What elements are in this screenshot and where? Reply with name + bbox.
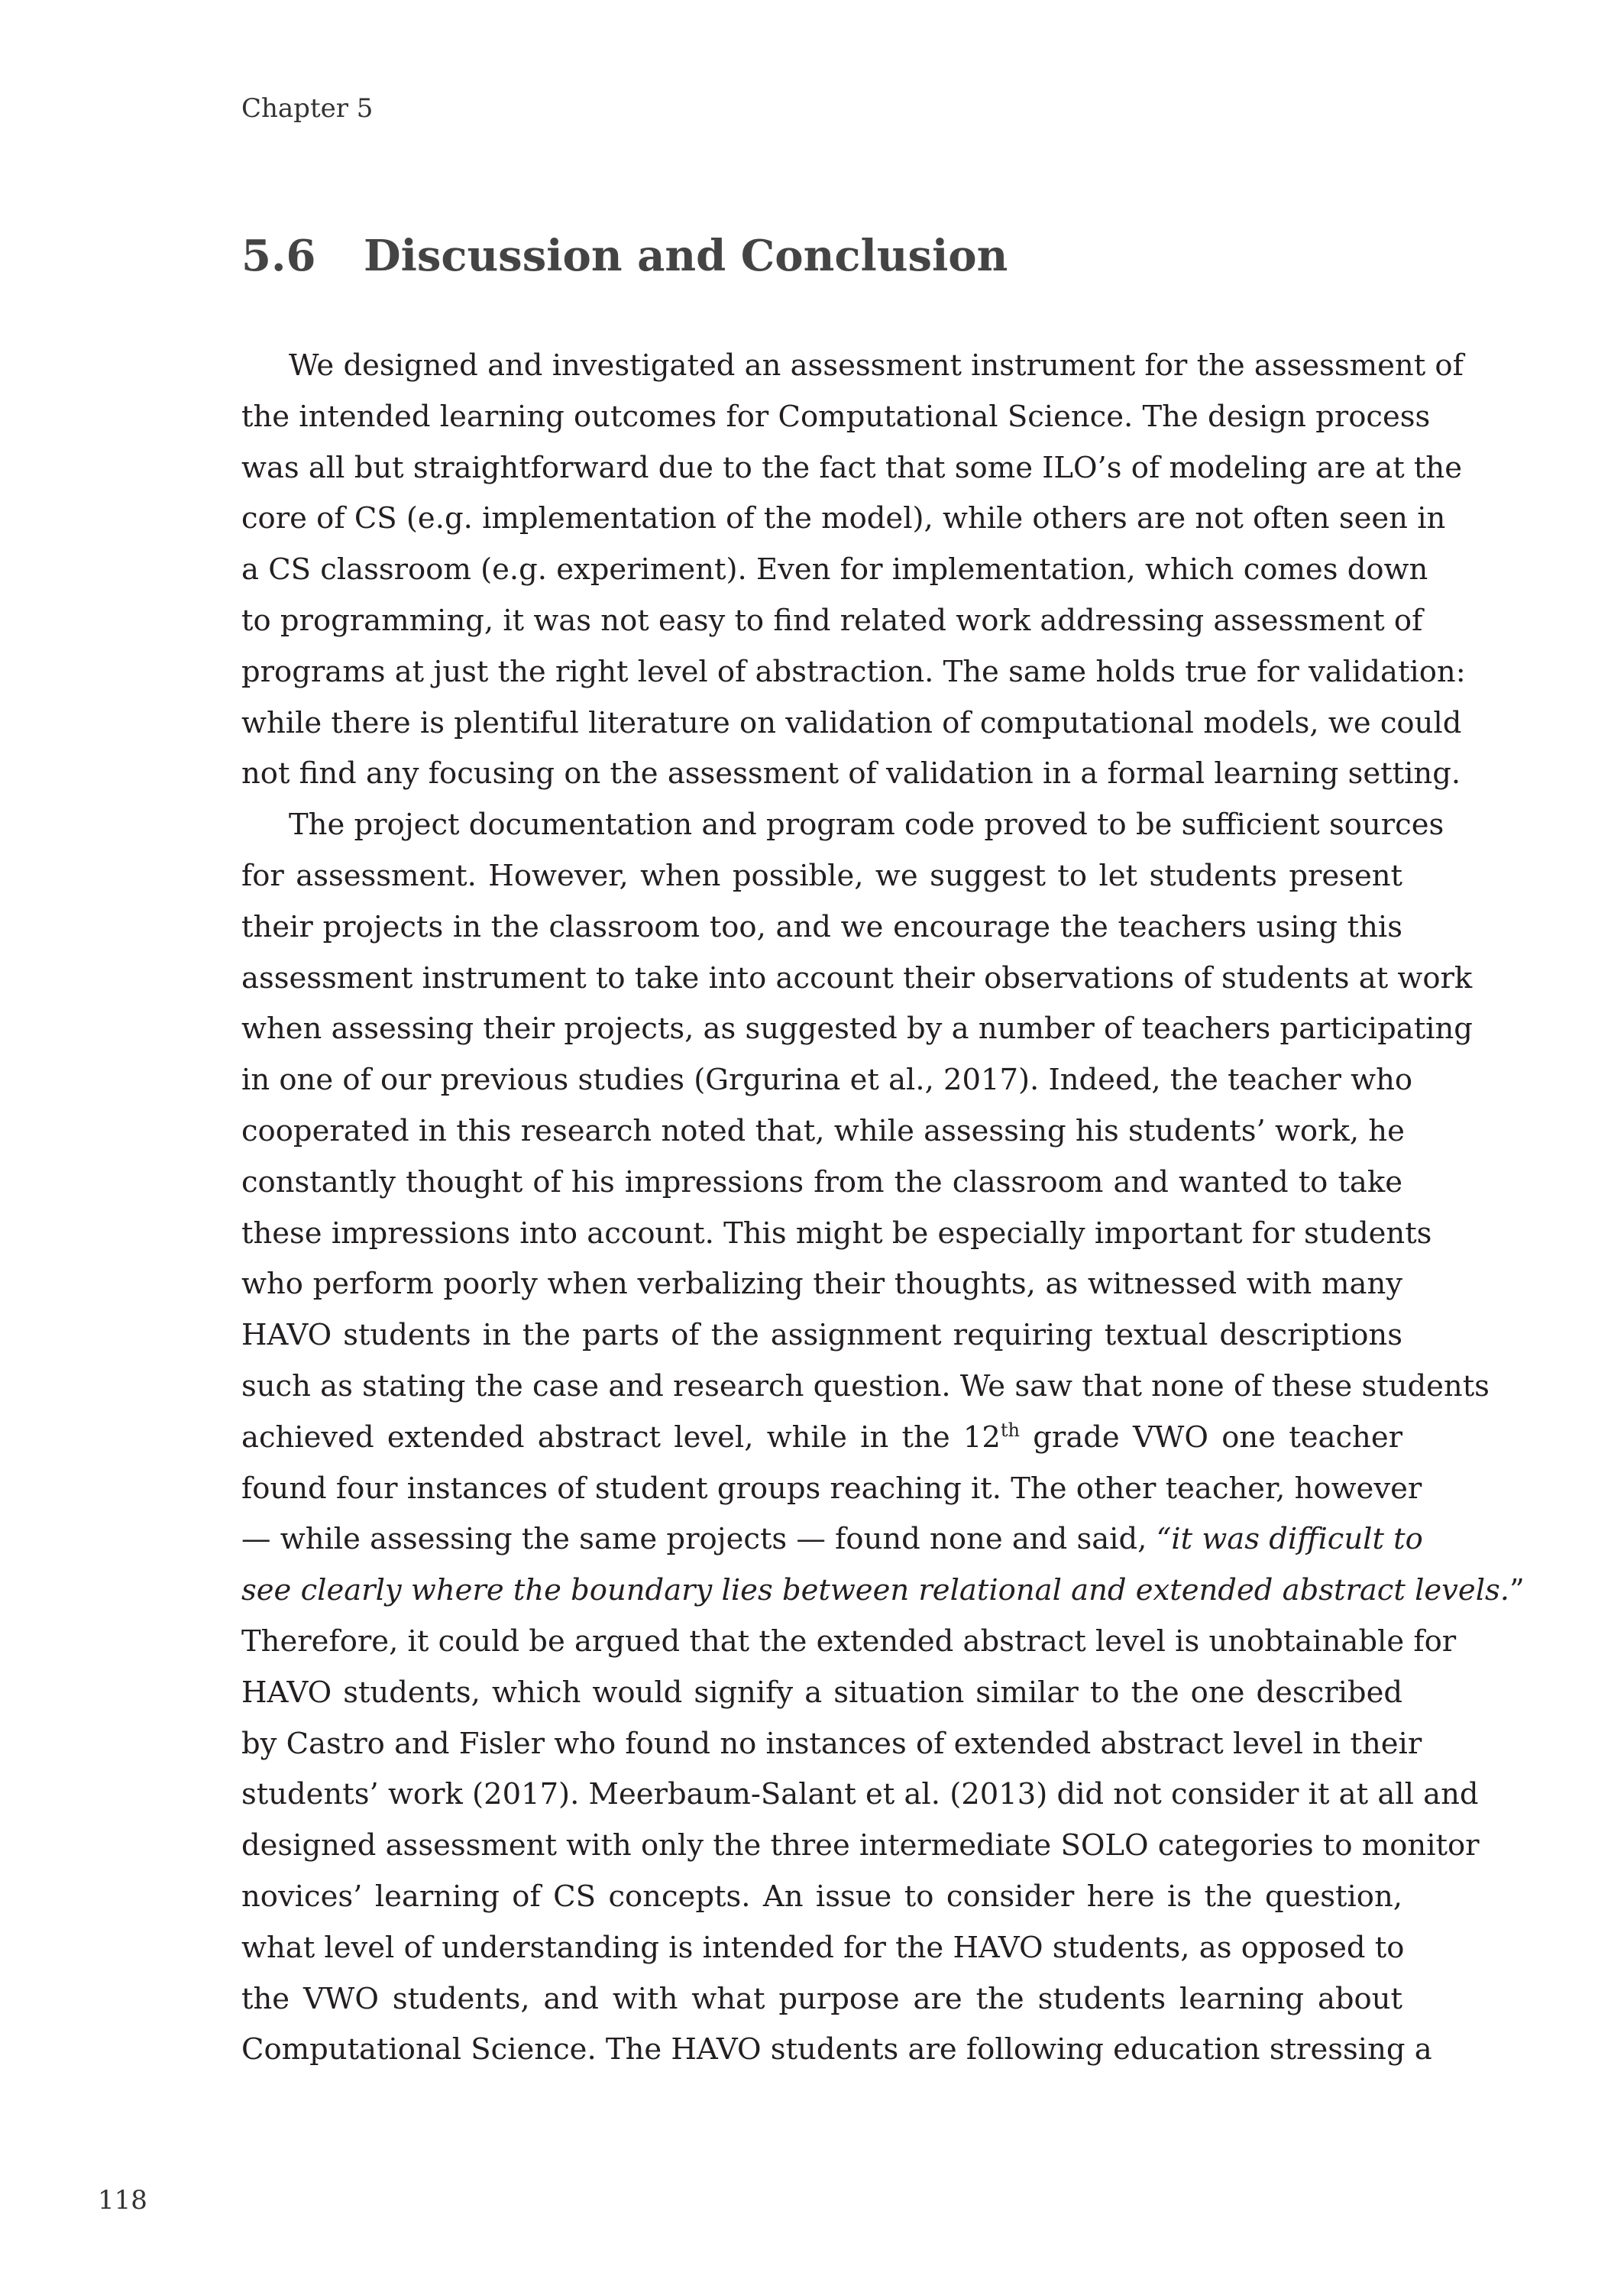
quote-close-mark: ” xyxy=(1509,1573,1525,1608)
text-line: designed assessment with only the three intermediate SOLO categories to monitor xyxy=(241,1828,1480,1863)
page-number: 118 xyxy=(98,2185,147,2216)
text-line: for assessment. However, when possible, we suggest to let students present xyxy=(241,858,1402,893)
text-line: when assessing their projects, as suggested by a number of teachers participating xyxy=(241,1012,1473,1047)
text-line: cooperated in this research noted that, while assessing his students’ work, he xyxy=(241,1113,1405,1148)
text-line: Therefore, it could be argued that the extended abstract level is unobtainable for xyxy=(241,1624,1457,1659)
text-line-quote-start xyxy=(241,1514,1423,1565)
quote-lead-text: — while assessing the same projects — found none and said, xyxy=(241,1522,1157,1557)
text-line: to programming, it was not easy to find related work addressing assessment of xyxy=(241,603,1423,638)
text-line: core of CS (e.g. implementation of the model), while others are not often seen in xyxy=(241,501,1446,536)
grade-superscript: th xyxy=(1000,1419,1020,1441)
grade-text-after: grade VWO one teacher xyxy=(1020,1420,1403,1455)
body-text xyxy=(241,341,1525,2076)
text-line: these impressions into account. This might be especially important for students xyxy=(241,1216,1432,1251)
text-line: constantly thought of his impressions from the classroom and wanted to take xyxy=(241,1164,1402,1199)
paragraph-1 xyxy=(241,341,1466,800)
text-line-grade xyxy=(241,1413,1402,1464)
text-line: programs at just the right level of abstraction. The same holds true for validation: xyxy=(241,654,1466,689)
text-line: while there is plentiful literature on validation of computational models, we could xyxy=(241,705,1462,740)
section-number: 5.6 xyxy=(241,231,316,281)
text-line: in one of our previous studies (Grgurina et al., 2017). Indeed, the teacher who xyxy=(241,1063,1413,1098)
section-title: Discussion and Conclusion xyxy=(364,231,1008,281)
text-line: the intended learning outcomes for Computational Science. The design process xyxy=(241,399,1431,434)
text-line: Computational Science. The HAVO students are following education stressing a xyxy=(241,2032,1432,2067)
text-line: HAVO students, which would signify a situation similar to the one described xyxy=(241,1675,1402,1710)
text-line: found four instances of student groups reaching it. The other teacher, however xyxy=(241,1471,1422,1506)
text-line: novices’ learning of CS concepts. An issue to consider here is the question, xyxy=(241,1879,1402,1914)
quote-text-italic: see clearly where the boundary lies between relational and extended abstract levels. xyxy=(241,1573,1510,1608)
text-line: their projects in the classroom too, and we encourage the teachers using this xyxy=(241,909,1402,944)
text-line: not find any focusing on the assessment of validation in a formal learning setting. xyxy=(241,756,1461,792)
text-line: students’ work (2017). Meerbaum-Salant et al. (2013) did not consider it at all and xyxy=(241,1777,1479,1812)
text-line: a CS classroom (e.g. experiment). Even for implementation, which comes down xyxy=(241,552,1428,588)
text-line: the VWO students, and with what purpose are the students learning about xyxy=(241,1981,1402,2016)
text-line: We designed and investigated an assessment instrument for the assessment of xyxy=(289,348,1464,383)
paragraph-2 xyxy=(241,800,1525,2076)
running-head: Chapter 5 xyxy=(241,93,374,124)
text-line: what level of understanding is intended for the HAVO students, as opposed to xyxy=(241,1930,1405,1965)
text-line: The project documentation and program code proved to be sufficient sources xyxy=(289,808,1444,843)
text-line: was all but straightforward due to the fact that some ILO’s of modeling are at the xyxy=(241,450,1462,485)
quote-text-italic: “it was difficult to xyxy=(1156,1522,1423,1557)
text-line: who perform poorly when verbalizing their thoughts, as witnessed with many xyxy=(241,1267,1402,1302)
text-line: HAVO students in the parts of the assignment requiring textual descriptions xyxy=(241,1318,1402,1353)
grade-text-before: achieved extended abstract level, while in the 12 xyxy=(241,1420,1001,1455)
text-line-quote-end xyxy=(241,1565,1525,1617)
section-heading xyxy=(241,229,1008,283)
text-line: by Castro and Fisler who found no instances of extended abstract level in their xyxy=(241,1726,1422,1761)
text-line: such as stating the case and research question. We saw that none of these students xyxy=(241,1368,1490,1403)
text-line: assessment instrument to take into account their observations of students at work xyxy=(241,960,1473,995)
